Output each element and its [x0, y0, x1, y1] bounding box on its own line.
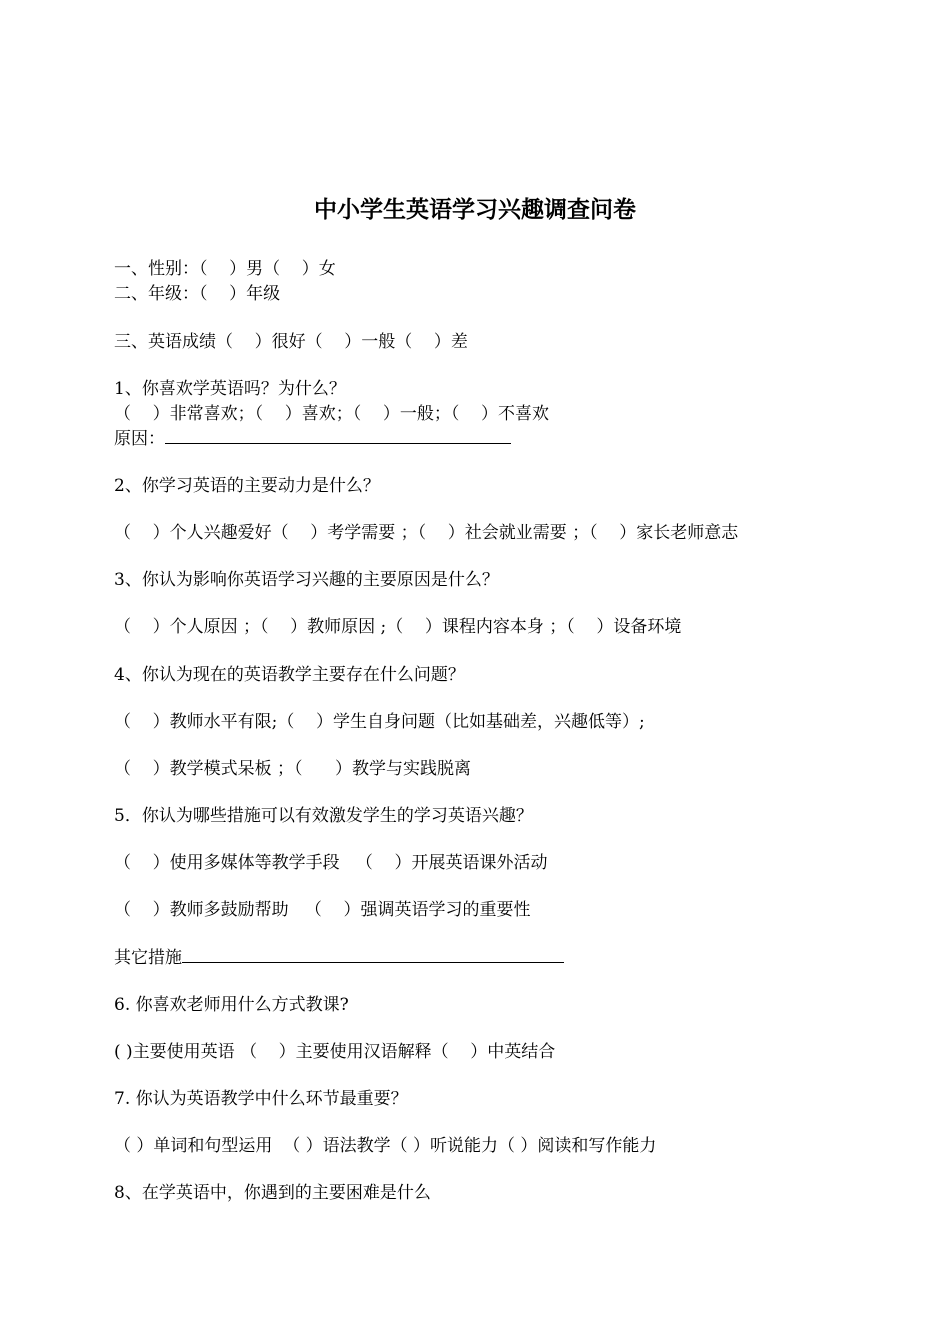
question-5: 5．你认为哪些措施可以有效激发学生的学习英语兴趣？: [114, 806, 533, 826]
question-5-options-b: （ ）教师多鼓励帮助 （ ）强调英语学习的重要性: [114, 900, 531, 920]
question-2: 2、你学习英语的主要动力是什么？: [114, 476, 380, 496]
question-6: 6. 你喜欢老师用什么方式教课?: [114, 995, 349, 1015]
question-1: 1、你喜欢学英语吗？为什么？: [114, 379, 346, 399]
reason-line: [114, 427, 511, 451]
question-4-options-a: （ ）教师水平有限;（ ）学生自身问题（比如基础差，兴趣低等）;: [114, 712, 645, 732]
other-measures-blank: [182, 946, 564, 963]
english-score-question: 三、英语成绩（ ）很好（ ）一般（ ）差: [114, 332, 468, 352]
question-8: 8、在学英语中，你遇到的主要困难是什么: [114, 1183, 431, 1203]
question-4-options-b: （ ）教学模式呆板 ；（ ）教学与实践脱离: [114, 759, 471, 779]
question-6-options: ( )主要使用英语 （ ）主要使用汉语解释（ ）中英结合: [114, 1042, 556, 1062]
question-1-options: （ ）非常喜欢；（ ）喜欢；（ ）一般；（ ）不喜欢: [114, 404, 549, 424]
question-4: 4、你认为现在的英语教学主要存在什么问题？: [114, 665, 465, 685]
reason-blank: [165, 427, 511, 444]
gender-question: 一、性别：（ ）男（ ）女: [114, 259, 336, 279]
question-2-options: （ ）个人兴趣爱好（ ）考学需要 ；（ ）社会就业需要 ；（ ）家长老师意志: [114, 523, 739, 543]
page-title: 中小学生英语学习兴趣调查问卷: [314, 196, 636, 223]
question-7: 7. 你认为英语教学中什么环节最重要？: [114, 1089, 408, 1109]
question-5-options-a: （ ）使用多媒体等教学手段 （ ）开展英语课外活动: [114, 853, 548, 873]
question-7-options: （ ）单词和句型运用 （ ）语法教学（ ）听说能力（ ）阅读和写作能力: [114, 1136, 657, 1156]
other-measures-line: [114, 946, 564, 970]
other-measures-label: 其它措施: [114, 948, 182, 968]
grade-question: 二、年级：（ ）年级: [114, 284, 281, 304]
reason-label: 原因：: [114, 429, 165, 449]
question-3: 3、你认为影响你英语学习兴趣的主要原因是什么？: [114, 570, 499, 590]
question-3-options: （ ）个人原因 ；（ ）教师原因 ;（ ）课程内容本身 ；（ ）设备环境: [114, 617, 682, 637]
